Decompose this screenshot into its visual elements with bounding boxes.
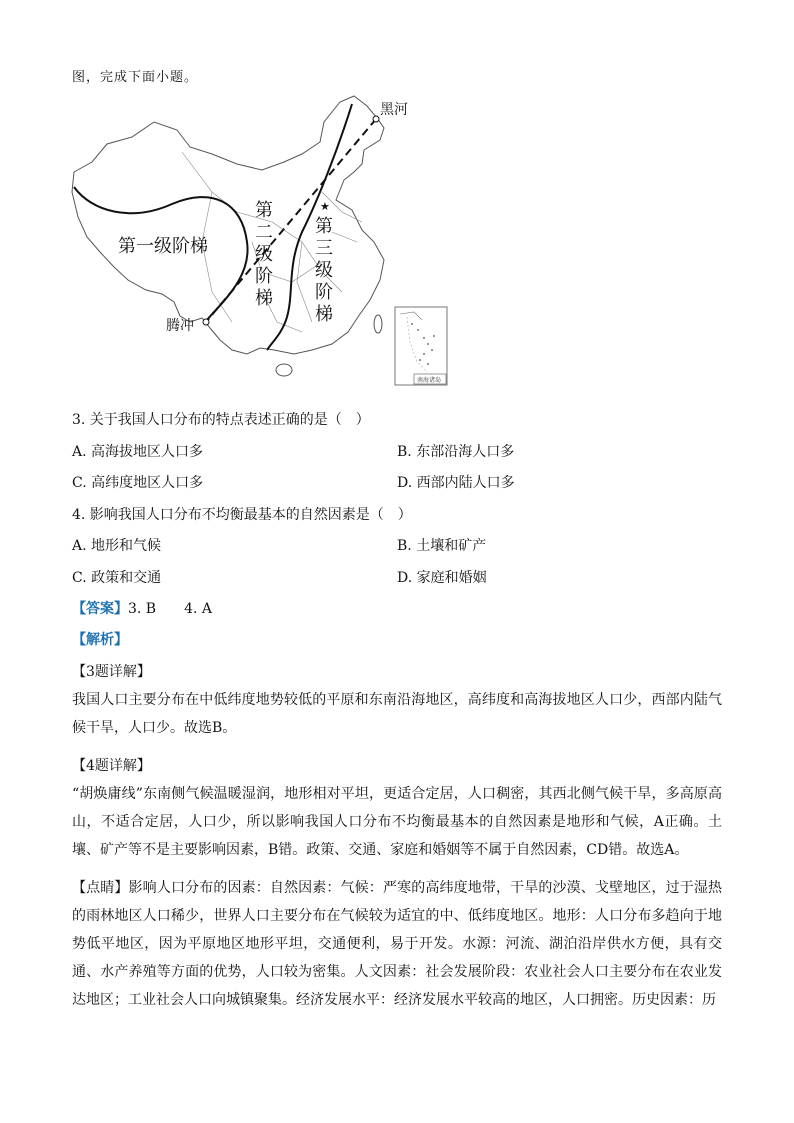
tip-paragraph (72, 874, 722, 1014)
intro-text: 图，完成下面小题。 (72, 70, 199, 85)
hainan-island (276, 364, 292, 376)
question-4-option-d: D. 家庭和婚姻 (397, 570, 487, 586)
question-4-option-a: A. 地形和气候 (72, 538, 162, 554)
tengchong-point (203, 319, 209, 325)
label-tengchong: 腾冲 (166, 318, 194, 334)
label-step-1: 第一级阶梯 (118, 236, 208, 257)
detail-4-label: 【4题详解】 (72, 758, 151, 774)
tip-label: 【点睛】 (72, 880, 129, 896)
label-step-2-char-5: 梯 (255, 288, 273, 309)
question-3-option-a: A. 高海拔地区人口多 (72, 444, 204, 460)
question-3-stem: 3. 关于我国人口分布的特点表述正确的是（ ） (72, 412, 370, 428)
china-outline (72, 96, 384, 354)
capital-star-icon: ★ (320, 200, 330, 213)
china-terrain-map (62, 92, 457, 387)
analysis-label: 【解析】 (72, 632, 128, 648)
label-step-3-char-3: 级 (315, 260, 333, 281)
label-step-3-char-2: 三 (315, 238, 333, 259)
south-china-sea-inset (395, 307, 447, 385)
label-step-3-char-1: 第 (315, 216, 333, 237)
detail-4-text: “胡焕庸线”东南侧气候温暖湿润，地形相对平坦，更适合定居，人口稠密，其西北侧气候干旱，多高原高山，不适合定居，人口少，所以影响我国人口分布不均衡最基本的自然因素是地形和气候，A正确。土壤、矿产等不是主要影响因素，B错。政策、交通、家庭和婚姻等不属于自然因素，CD错。故选A。 (72, 786, 722, 858)
label-step-3-char-5: 梯 (315, 304, 333, 325)
answer-label: 【答案】 (72, 601, 128, 617)
answer-text: 3. B 4. A (128, 601, 213, 617)
taiwan-island (374, 315, 382, 333)
question-4-option-c: C. 政策和交通 (72, 570, 162, 586)
label-step-3-char-4: 阶 (315, 282, 333, 303)
answer-line (72, 598, 212, 618)
heihe-point (373, 116, 379, 122)
label-step-2-char-3: 级 (255, 244, 273, 265)
inset-caption: 南海诸岛 (417, 377, 442, 384)
question-3-option-b: B. 东部沿海人口多 (397, 444, 515, 460)
label-step-2-char-4: 阶 (255, 266, 273, 287)
question-4-option-b: B. 土壤和矿产 (397, 538, 487, 554)
detail-3-label: 【3题详解】 (72, 664, 151, 680)
label-step-2-char-2: 二 (255, 222, 273, 243)
label-heihe: 黑河 (380, 102, 408, 118)
question-3-option-c: C. 高纬度地区人口多 (72, 475, 204, 491)
tip-text: 影响人口分布的因素：自然因素：气候：严寒的高纬度地带，干旱的沙漠、戈壁地区，过于湿热的雨林地区人口稀少，世界人口主要分布在气候较为适宜的中、低纬度地区。地形：人口分布多趋向于地势低平地区，因为平原地区地形平坦，交通便利，易于开发。水源：河流、湖泊沿岸供水方便，具有交通、水产养殖等方面的优势，人口较为密集。人文因素：社会发展阶段：农业社会人口主要分布在农业发达地区；工业社会人口向城镇聚集。经济发展水平：经济发展水平较高的地区，人口拥密。历史因素：历 (72, 880, 723, 1008)
detail-3-text: 我国人口主要分布在中低纬度地势较低的平原和东南沿海地区，高纬度和高海拔地区人口少，西部内陆气候干旱，人口少。故选B。 (72, 692, 722, 736)
question-3-option-d: D. 西部内陆人口多 (397, 475, 515, 491)
label-step-2-char-1: 第 (255, 200, 273, 221)
question-4-stem: 4. 影响我国人口分布不均衡最基本的自然因素是（ ） (72, 507, 412, 523)
